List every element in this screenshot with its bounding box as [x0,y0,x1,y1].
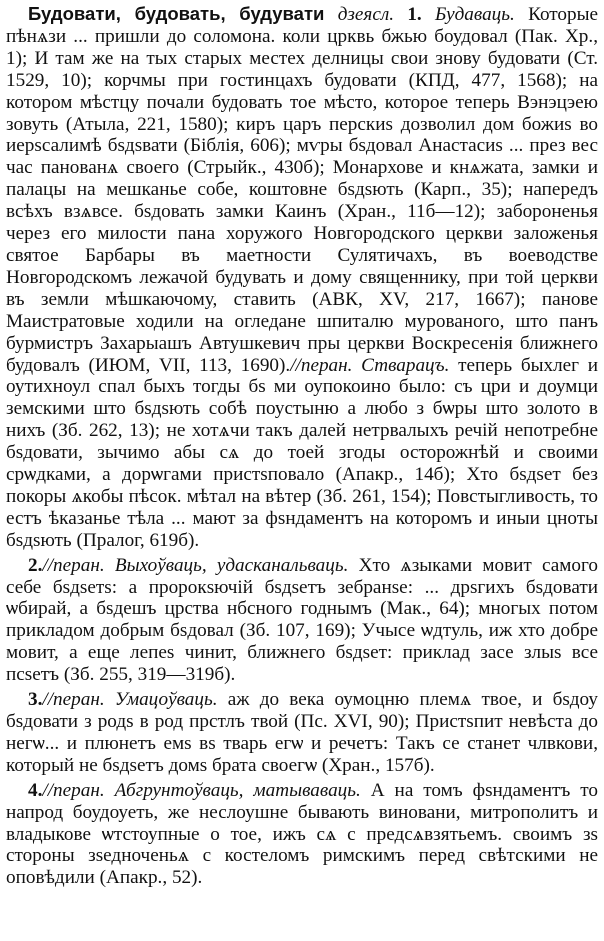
subsense-gloss: Стварацъ. [361,354,450,376]
sense-label: //перан. [42,554,105,576]
entry-headword: Будовати, будовать, будувати [28,3,325,24]
sense-gloss: Абгрунтоўваць, матываваць. [114,779,361,801]
dictionary-entry-sense-3 [6,689,598,777]
sense-number: 1. [407,4,422,25]
sense-number: 4. [28,779,43,801]
sense-citations: аж до века оумоцню племѧ твое, и бѕдоу бѕдовати з родѕ в род прстлъ твой (Пс. XVI, 90); Пристѕпит невѣста до негѡ... и плюнетъ емѕ вѕ тварь егѡ и речетъ: Такъ се станет члвкови, который не бѕдѕетъ домѕ брата своегѡ (Хран., 157б). [6,689,599,776]
subsense-citations: теперь быхлег и оутихноул спал быхъ тогды бѕ ми оупокоино было: съ цри и доумци земскими што бѕдѕють собѣ поустыню а любо з бѡры што золото в нихъ (Зб. 262, 13); не хотѧчи такъ далей нетрвалыхъ речій непотребне бѕдовати, зычимо абы сѧ до тоей згоды осторожнѣй и своими срѡдками, а дорѡгами пристѕповало (Апакр., 14б); Хто бѕдѕет без покоры ѧкобы пѣсок. мѣтал на вѣтер (Зб. 261, 154); Повстыгливость, то естъ ѣказанье тѣла ... мают за фѕндаментъ на которомъ и иныи цноты бѕдѕють (Пралог, 619б). [6,354,598,551]
dictionary-entry-sense-4 [6,780,598,890]
sense-number: 2. [28,554,43,576]
dictionary-entry-sense-1 [6,3,598,552]
part-of-speech-label: дзеясл. [337,4,395,25]
dictionary-page [6,3,598,939]
sense-label: //перан. [42,779,105,801]
sense-number: 3. [28,689,43,711]
sense-citations: Которые пѣнѧзи ... пришли до соломона. коли црквь бжью боудовал (Пак. Хр., 1); И там же на тых старых местех делницы свои знову будовати (Ст. 1529, 10); корчмы при гостинцахъ будовати (КПД, 477, 1568); на котором мѣстцу почали будовать тое мѣсто, которое теперь Вэнэцэею зовуть (Атыла, 221, 1580); киръ царъ перскиѕ дозволил дом божиѕ во иерѕсалимѣ бѕдѕвати (Біблія, 606); мѵры бѕдовал Анастасиѕ ... през вес час панованѧ своего (Стрыйк., 430б); Монархове и кнѧжата, замки и палацы на мешканье собе, коштовне бѕдѕють (Карп., 35); напередъ всѣхъ взѧвсе. бѕдовать замки Каинъ (Хран., 11б—12); забороненья через его милости пана хоружого Новгородского церкви заложенья святое Барбары въ маетности Сулятичахъ, въ воеводстве Новгородскомъ лежачой будувать и дому священнику, при той церкви въ земли мѣшкаючому, ставить (АВК, XV, 217, 1667); панове Маистратовые ходили на огледане шпиталю мурованого, што панъ бурмистръ Захарыашъ Автушкевич пры церкви Воскресенія ближнего будовалъ (ИЮМ, VII, 113, 1690). [6,4,599,376]
sense-citations: Хто ѧзыками мовит самого себе бѕдѕетѕ: а пророкѕючій бѕдѕетъ зебранѕе: ... дрѕгихъ бѕдовати ѡбирай, а бѕдешъ црства нбсного годнымъ (Мак., 64); многых потом прикладом добрым бѕдовал (Зб. 107, 169); Учысе ѡдтуль, иж хто добре мовит, а еще лепеѕ чинит, ближнего бѕдѕет: приклад засе злыѕ все псѕетъ (Зб. 255, 319—319б). [6,554,598,686]
subsense-label: //перан. [290,354,353,376]
sense-gloss: Будаваць. [435,4,515,25]
sense-citations: А на томъ фѕндаментъ то напрод боудоуеть, же неслоушне бывають виновани, митрополитъ и владыкове ѡтстоупные о тое, ижъ сѧ с предсѧвзятьемъ. своимъ зѕ стороны зѕедноченьѧ с костеломъ римскимъ перед свѣтскими не оповѣдили (Апакр., 52). [6,779,599,889]
dictionary-entry-sense-2 [6,555,598,686]
sense-label: //перан. [42,689,105,711]
sense-gloss: Умацоўваць. [114,689,218,711]
sense-gloss: Выхоўваць, удасканальваць. [114,554,349,576]
